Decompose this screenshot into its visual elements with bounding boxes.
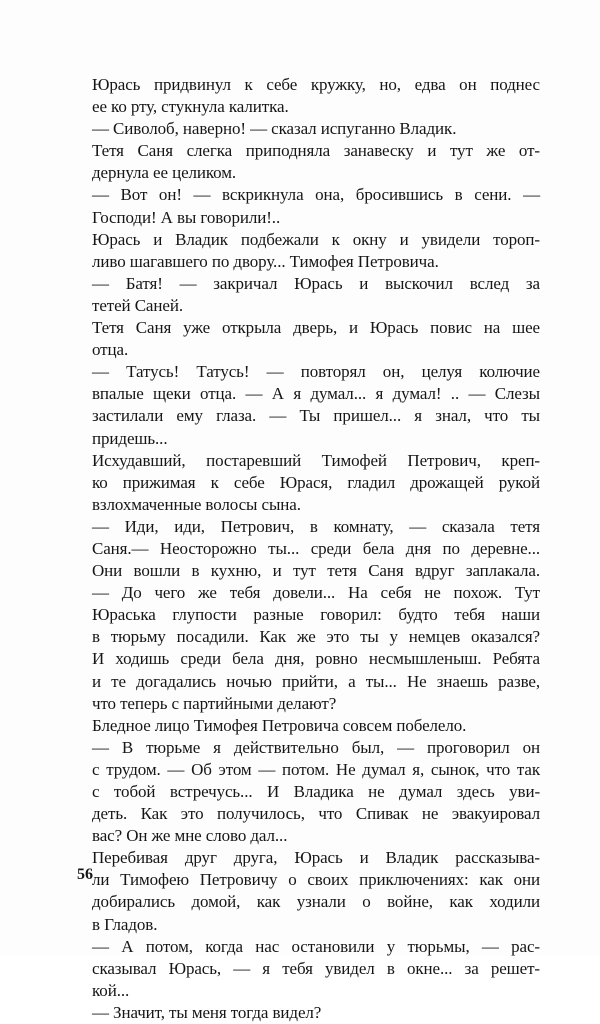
text-line: Исхудавший, постаревший Тимофей Петрович, креп- [92,450,540,470]
page-number: 56 [77,866,93,883]
text-line: — Вот он! — вскрикнула она, бросившись в сени. — [92,185,540,205]
text-line: ее ко рту, стукнула калитка. [92,97,289,117]
text-line: Перебивая друг друга, Юрась и Владик рассказыва- [92,848,540,868]
text-line: взлохмаченные волосы сына. [92,494,301,514]
text-line: — В тюрьме я действительно был, — проговорил он [92,737,540,757]
text-line: дернула ее целиком. [92,163,237,183]
text-line: с тобой встречусь... И Владика не думал здесь уви- [92,782,540,801]
text-line: ливо шагавшего по двору... Тимофея Петровича. [92,251,439,271]
text-line: Господи! А вы говорили!.. [92,207,281,227]
text-line: с трудом. — Об этом — потом. Не думал я, сынок, что так [92,759,540,779]
page-text [92,74,540,1024]
text-line: Тетя Саня уже открыла дверь, и Юрась повис на шее [92,318,540,338]
text-line: Они вошли в кухню, и тут тетя Саня вдруг заплакала. [92,561,540,581]
text-line: И ходишь среди бела дня, ровно несмышленыш. Ребята [92,649,540,669]
text-line: в тюрьму посадили. Как же это ты у немцев оказался? [92,627,540,647]
text-line: — Батя! — закричал Юрась и выскочил вслед за [92,273,540,293]
text-line: — А потом, когда нас остановили у тюрьмы, — рас- [92,936,540,956]
text-line: застилали ему глаза. — Ты пришел... я знал, что ты [92,406,540,426]
text-line: вас? Он же мне слово дал... [92,826,288,846]
text-line: и те догадались ночью прийти, а ты... Не знаешь разве, [92,671,540,691]
text-line: Юрась придвинул к себе кружку, но, едва он поднес [92,75,540,94]
text-line: в Гладов. [92,914,158,934]
text-line: Юрась и Владик подбежали к окну и увидели тороп- [92,229,540,249]
text-line: ли Тимофею Петровичу о своих приключениях: как они [92,870,540,890]
text-line: ко прижимая к себе Юрася, гладил дрожащей рукой [92,472,540,492]
text-line: Бледное лицо Тимофея Петровича совсем побелело. [92,715,467,735]
text-line: Юраська глупости разные говорил: будто тебя наши [92,605,540,625]
text-line: добирались домой, как узнали о войне, как ходили [92,892,540,912]
text-line: — До чего же тебя довели... На себя не похож. Тут [92,583,540,603]
text-line: деть. Как это получилось, что Спивак не эвакуировал [92,804,540,824]
text-line: тетей Саней. [92,295,183,315]
text-line: отца. [92,340,129,360]
text-line: Саня.— Неосторожно ты... среди бела дня по деревне... [92,538,540,558]
text-line: — Сиволоб, наверно! — сказал испуганно Владик. [92,119,457,139]
text-line: что теперь с партийными делают? [92,693,337,713]
text-line: сказывал Юрась, — я тебя увидел в окне... за решет- [92,958,540,978]
text-line: — Иди, иди, Петрович, в комнату, — сказала тетя [92,516,540,536]
text-line: — Татусь! Татусь! — повторял он, целуя колючие [92,362,540,382]
text-line: кой... [92,980,130,1000]
text-line: — Значит, ты меня тогда видел? [92,1002,322,1022]
text-line: впалые щеки отца. — А я думал... я думал! .. — Слезы [92,384,540,404]
text-line: придешь... [92,428,168,448]
text-line: Тетя Саня слегка приподняла занавеску и тут же от- [92,141,540,161]
